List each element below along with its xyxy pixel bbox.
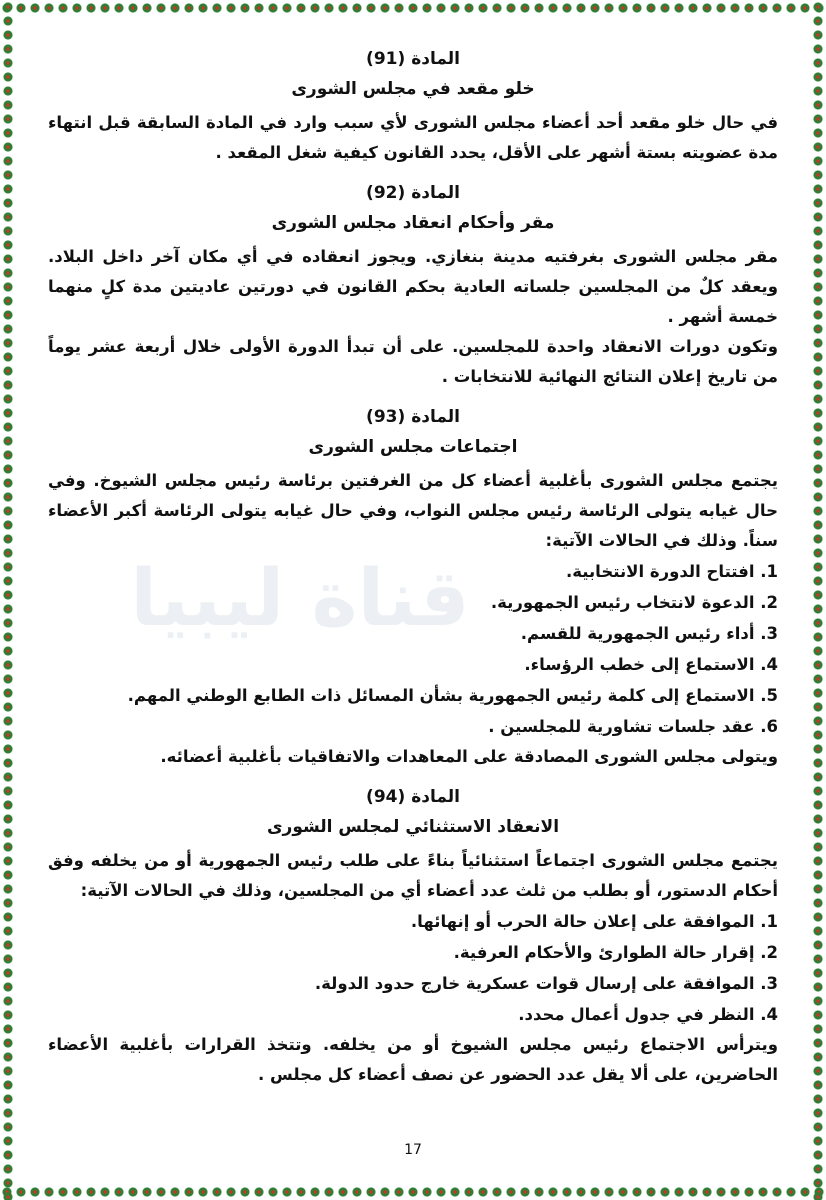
list-item: 4. الاستماع إلى خطب الرؤساء. <box>524 655 778 674</box>
article-subtitle: الانعقاد الاستثنائي لمجلس الشورى <box>266 817 560 837</box>
list-item: 2. الدعوة لانتخاب رئيس الجمهورية. <box>490 593 778 612</box>
article-subtitle: خلو مقعد في مجلس الشورى <box>291 79 535 99</box>
article-paragraph: وتكون دورات الانعقاد واحدة للمجلسين. على أن تبدأ الدورة الأولى خلال أربعة عشر يوماً من تاريخ إعلان النتائج النهائية للانتخابات . <box>48 337 778 386</box>
decorative-border-left <box>0 0 16 1200</box>
decorative-border-right <box>810 0 826 1200</box>
page-number: 17 <box>404 1142 422 1158</box>
list-item: 1. الموافقة على إعلان حالة الحرب أو إنهائها. <box>410 912 778 931</box>
article-title: المادة (94) <box>366 787 460 807</box>
article-list <box>48 906 778 1030</box>
list-item: 1. افتتاح الدورة الانتخابية. <box>565 562 778 581</box>
list-item: 4. النظر في جدول أعمال محدد. <box>518 1005 778 1024</box>
article-paragraph: يجتمع مجلس الشورى بأغلبية أعضاء كل من الغرفتين برئاسة رئيس مجلس الشيوخ. وفي حال غيابه يتولى الرئاسة رئيس مجلس النواب، وفي حال غيابه يتولى الرئاسة أكبر الأعضاء سناً. وذلك في الحالات الآتية: <box>48 471 778 550</box>
list-item: 5. الاستماع إلى كلمة رئيس الجمهورية بشأن المسائل ذات الطابع الوطني المهم. <box>127 686 778 705</box>
article-title: المادة (92) <box>366 183 460 203</box>
list-item: 3. أداء رئيس الجمهورية للقسم. <box>520 624 778 643</box>
article <box>48 402 778 772</box>
list-item: 3. الموافقة على إرسال قوات عسكرية خارج حدود الدولة. <box>314 974 778 993</box>
article-closing-paragraph: ويتولى مجلس الشورى المصادقة على المعاهدات والاتفاقيات بأغلبية أعضائه. <box>160 747 778 766</box>
list-item: 6. عقد جلسات تشاورية للمجلسين . <box>488 717 778 736</box>
article <box>48 782 778 1090</box>
decorative-border-bottom <box>0 1184 826 1200</box>
article <box>48 44 778 168</box>
article-subtitle: اجتماعات مجلس الشورى <box>308 437 518 457</box>
document-page <box>48 44 778 1100</box>
article <box>48 178 778 392</box>
article-paragraph: يجتمع مجلس الشورى اجتماعاً استثنائياً بناءً على طلب رئيس الجمهورية أو من يخلفه وفق أحكام الدستور، أو بطلب من ثلث عدد أعضاء أي من المجلسين، وذلك في الحالات الآتية: <box>48 851 778 900</box>
article-list <box>48 556 778 742</box>
article-closing-paragraph: ويترأس الاجتماع رئيس مجلس الشيوخ أو من يخلفه. وتتخذ القرارات بأغلبية الأعضاء الحاضرين، على ألا يقل عدد الحضور عن نصف أعضاء كل مجلس . <box>48 1035 778 1084</box>
list-item: 2. إقرار حالة الطوارئ والأحكام العرفية. <box>453 943 778 962</box>
watermark-text: قناة ليبيا <box>130 554 470 644</box>
article-paragraph: في حال خلو مقعد أحد أعضاء مجلس الشورى لأي سبب وارد في المادة السابقة قبل انتهاء مدة عضويته بستة أشهر على الأقل، يحدد القانون كيفية شغل المقعد . <box>48 113 778 162</box>
article-subtitle: مقر وأحكام انعقاد مجلس الشورى <box>271 213 555 233</box>
article-title: المادة (91) <box>366 49 460 69</box>
article-title: المادة (93) <box>366 407 460 427</box>
article-paragraph: مقر مجلس الشورى بغرفتيه مدينة بنغازي. ويجوز انعقاده في أي مكان آخر داخل البلاد. ويعقد كلٌ من المجلسين جلساته العادية بحكم القانون في دورتين عاديتين مدة كلٍ منهما خمسة أشهر . <box>48 247 778 326</box>
decorative-border-top <box>0 0 826 16</box>
